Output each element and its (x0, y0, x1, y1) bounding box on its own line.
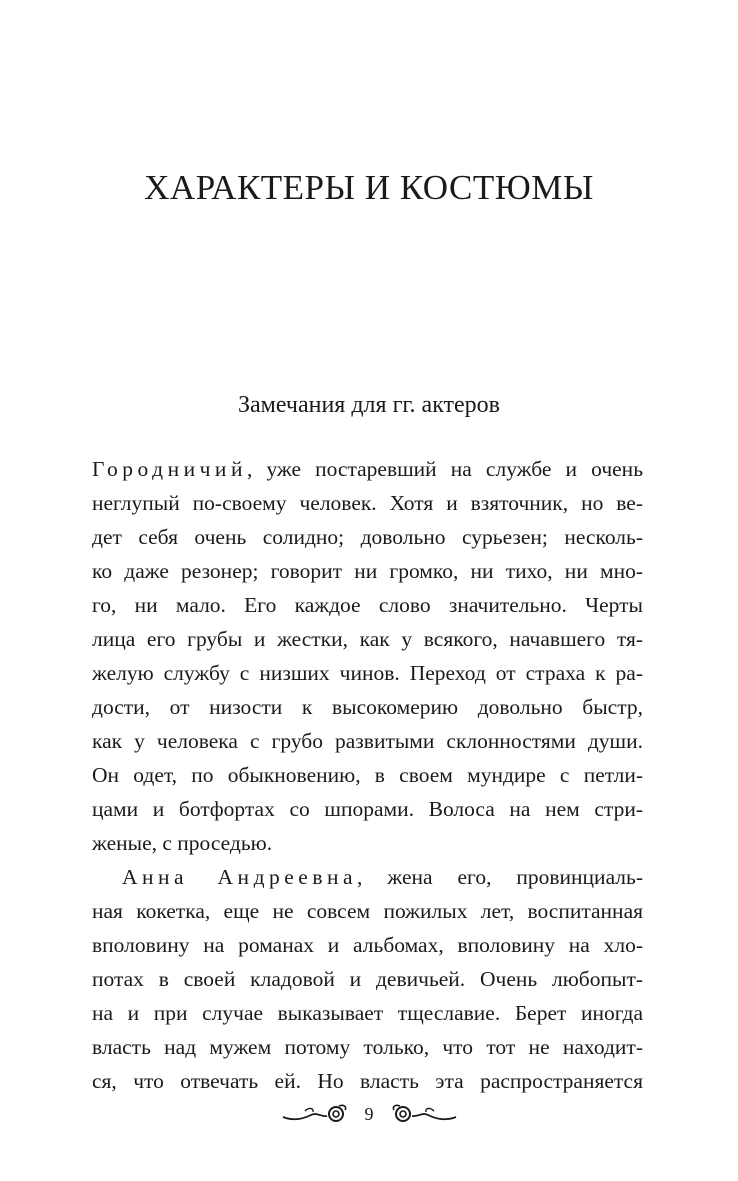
text-line: дет себя очень солидно; довольно сурьезен; несколь- (92, 525, 643, 549)
text-line: го, ни мало. Его каждое слово значительно. Черты (92, 593, 643, 617)
line-text: жена его, провинциаль- (387, 865, 643, 889)
text-line: как у человека с грубо развитыми склонностями души. (92, 729, 643, 753)
paragraph-anna-andreevna (92, 860, 643, 1098)
text-line: дости, от низости к высокомерию довольно быстр, (92, 695, 643, 719)
text-line: женые, с проседью. (92, 831, 273, 855)
body-text (92, 452, 643, 1098)
text-line: ся, что отвечать ей. Но власть эта распространяется (92, 1069, 643, 1093)
text-line: на и при случае выказывает тщеславие. Берет иногда (92, 1001, 643, 1025)
left-ornament-icon (281, 1103, 351, 1125)
text-line: неглупый по-своему человек. Хотя и взяточник, но ве- (92, 491, 643, 515)
text-line: Он одет, по обыкновению, в своем мундире с петли- (92, 763, 643, 787)
character-name: Анна Андреевна (122, 865, 358, 889)
text-line: вполовину на романах и альбомах, вполовину на хло- (92, 933, 643, 957)
page-footer (0, 1103, 738, 1125)
line-text: уже постаревший на службе и очень (266, 457, 643, 481)
paragraph-gorodnichiy (92, 452, 643, 860)
text-line: Анна Андреевна, жена его, провинциаль- (122, 865, 643, 889)
text-line: ко даже резонер; говорит ни громко, ни тихо, ни мно- (92, 559, 643, 583)
text-line: цами и ботфортах со шпорами. Волоса на нем стри- (92, 797, 643, 821)
text-line: потах в своей кладовой и девичьей. Очень любопыт- (92, 967, 643, 991)
section-subtitle: Замечания для гг. актеров (237, 392, 501, 418)
text-line: Городничий, уже постаревший на службе и очень (92, 457, 643, 481)
text-line: власть над мужем потому только, что тот не находит- (92, 1035, 643, 1059)
character-name: Городничий (92, 457, 247, 481)
text-line: желую службу с низших чинов. Переход от страха к ра- (92, 661, 643, 685)
text-line: лица его грубы и жестки, как у всякого, начавшего тя- (92, 627, 643, 651)
page-number: 9 (364, 1103, 374, 1124)
right-ornament-icon (388, 1103, 458, 1125)
text-line: ная кокетка, еще не совсем пожилых лет, воспитанная (92, 899, 643, 923)
page-title: ХАРАКТЕРЫ И КОСТЮМЫ (144, 168, 594, 207)
